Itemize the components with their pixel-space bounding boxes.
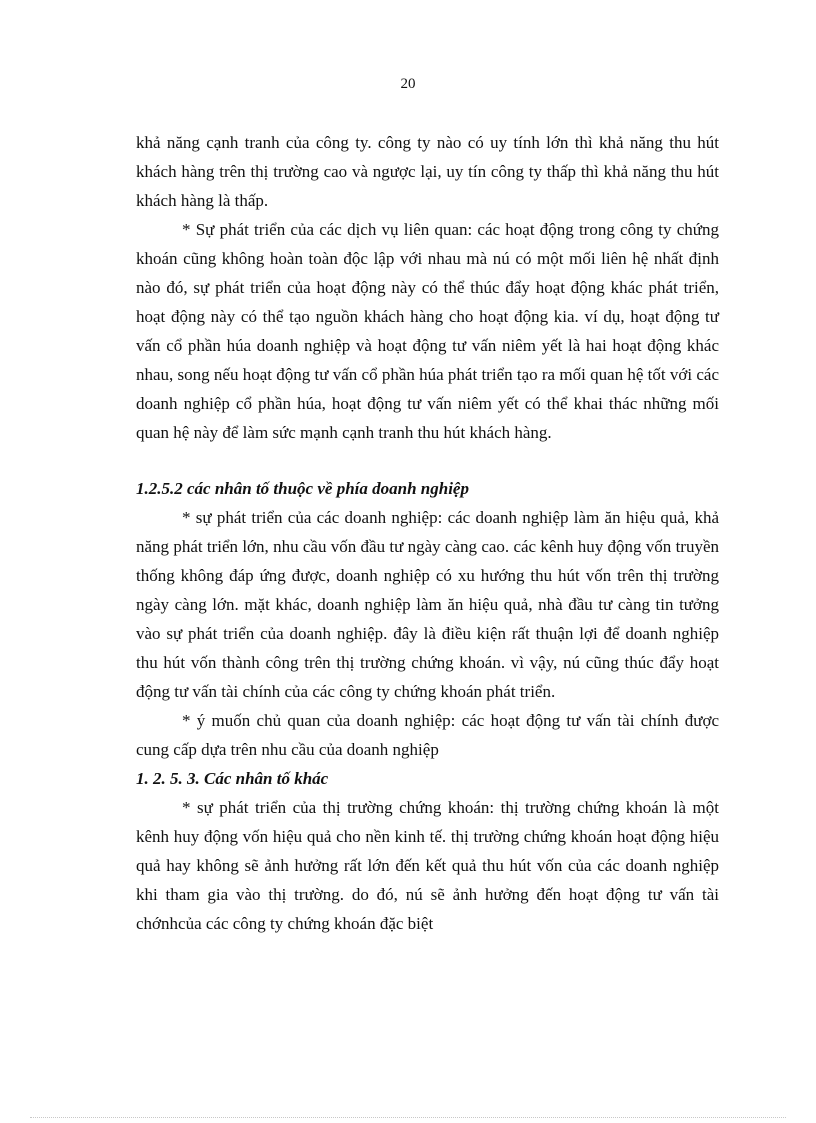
- footer-divider: [30, 1117, 786, 1118]
- paragraph-enterprise-development: * sự phát triển của các doanh nghiệp: các doanh nghiệp làm ăn hiệu quả, khả năng phát triển lớn, nhu cầu vốn đầu tư ngày càng cao. các kênh huy động vốn truyền thống không đáp ứng được, doanh nghiệp có xu hướng thu hút vốn trên thị trường ngày càng lớn. mặt khác, doanh nghiệp làm ăn hiệu quả, nhà đầu tư càng tin tưởng vào sự phát triển của doanh nghiệp. đây là điều kiện rất thuận lợi để doanh nghiệp thu hút vốn thành công trên thị trường chứng khoán. vì vậy, nú cũng thúc đẩy hoạt động tư vấn tài chính của các công ty chứng khoán phát triển.: [136, 508, 719, 701]
- paragraph-related-services: * Sự phát triển của các dịch vụ liên quan: các hoạt động trong công ty chứng khoán cũng không hoàn toàn độc lập với nhau mà nú có một mối liên hệ nhất định nào đó, sự phát triển của hoạt động này có thể thúc đẩy hoạt động khác phát triển, hoạt động này có thể tạo nguồn khách hàng cho hoạt động kia. ví dụ, hoạt động tư vấn cổ phần húa doanh nghiệp và hoạt động tư vấn niêm yết là hai hoạt động khác nhau, song nếu hoạt động tư vấn cổ phần húa phát triển tạo ra mối quan hệ tốt với các doanh nghiệp cổ phần húa, hoạt động tư vấn niêm yết có thể khai thác những mối quan hệ này để làm sức mạnh cạnh tranh thu hút khách hàng.: [136, 220, 719, 442]
- paragraph-competitiveness: khả năng cạnh tranh của công ty. công ty nào có uy tính lớn thì khả năng thu hút khách hàng trên thị trường cao và ngược lại, uy tín công ty thấp thì khả năng thu hút khách hàng là thấp.: [136, 133, 719, 210]
- paragraph-enterprise-will: * ý muốn chủ quan của doanh nghiệp: các hoạt động tư vấn tài chính được cung cấp dựa trên nhu cầu của doanh nghiệp: [136, 711, 719, 759]
- section-heading-other-factors: 1. 2. 5. 3. Các nhân tố khác: [136, 769, 329, 788]
- section-heading-enterprise-factors: 1.2.5.2 các nhân tố thuộc về phía doanh nghiệp: [136, 479, 469, 498]
- paragraph-stock-market-development: * sự phát triển của thị trường chứng khoán: thị trường chứng khoán là một kênh huy động vốn hiệu quả cho nền kinh tế. thị trường chứng khoán hoạt động hiệu quả hay không sẽ ảnh hưởng rất lớn đến kết quả thu hút vốn của các doanh nghiệp khi tham gia vào thị trường. do đó, nú sẽ ảnh hưởng đến hoạt động tư vấn tài chớnhcủa các công ty chứng khoán đặc biệt: [136, 798, 719, 933]
- document-body: [136, 128, 719, 938]
- page-number: 20: [400, 76, 416, 92]
